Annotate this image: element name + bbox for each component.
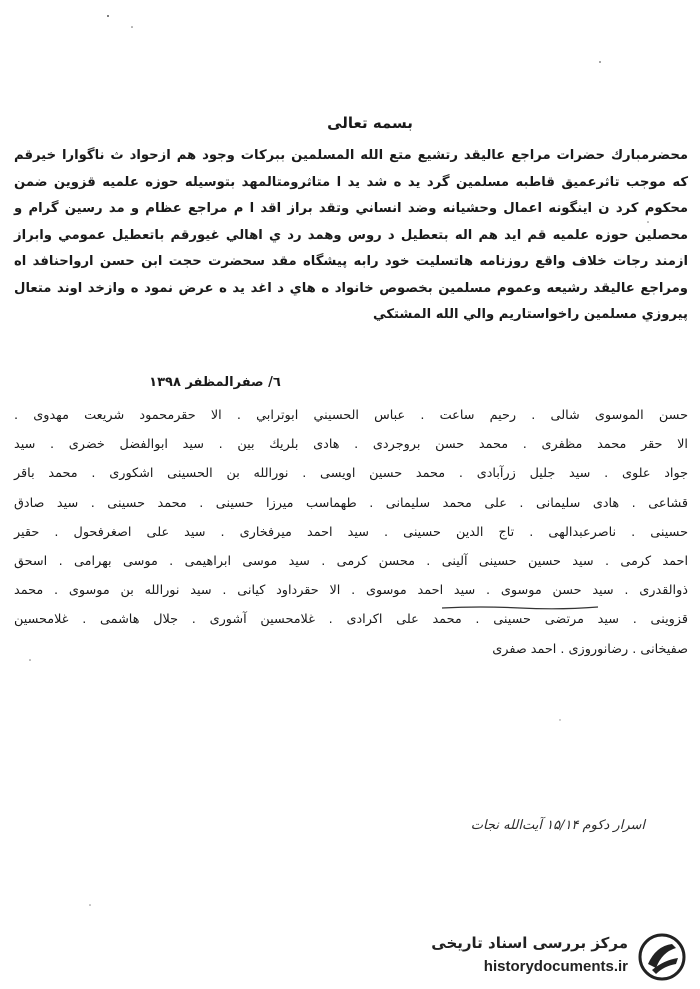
watermark-url: historydocuments.ir (483, 958, 628, 975)
signatory-line: قزوينی . سيد مرتضی حسينی . محمد علی اكرادی . غلامحسين آشوری . جلال هاشمی . غلامحسين (14, 612, 688, 628)
signatory-line: حسن الموسوی شالی . رحيم ساعت . عباس الحسيني ابوترابي . الا حقرمحمود شريعت مهدوی . (14, 408, 688, 423)
handwritten-note: اسرار دکوم ۱۵/۱۴ آیت‌الله نجات (470, 818, 645, 833)
signatory-line: احمد كرمی . سيد حسين حسينی آلينی . محسن كرمی . سيد موسی ابراهيمی . موسی بهرامی . اسحق (14, 553, 688, 569)
watermark-title: مرکز بررسی اسناد تاریخی (431, 934, 628, 952)
signatory-line: قشاعی . هادی سليمانی . علی محمد سليمانی . طهماسب ميرزا حسينی . محمد حسينی . سيد صادق (14, 495, 688, 511)
body-line: محصلين حوزه علميه قم ايد هم اله بتعطيل د روس وهمد رد ي اهالي غيورقم باتعطيل عمومي وابراز (14, 227, 688, 243)
body-line: محكوم كرد ن اينگونه اعمال وحشيانه وضد انساني وتقد براز اقد ا م مراجع عظام و مد رسين گرام و (14, 201, 688, 216)
body-line: كه موجب تاثرعميق قاطبه مسلمين گرد يد ه شد يد ا متاثرومتالمهد بتوسيله حوزه علميه قزوين ضمن (14, 174, 688, 190)
body-line: پيروزي مسلمين راخواستاريم والي الله المشتكي (372, 307, 688, 322)
heading-text: بسمه تعالی (327, 114, 413, 132)
body-line: محضرمبارك حضرات مراجع عاليقد رتشيع متع الله المسلمين ببركات وجود هم ازحواد ث ناگوارا خيرقم (14, 148, 688, 163)
body-line: ازمند رجات خلاف واقع روزنامه هاتسليت خود رابه پيشگاه مقد سحضرت حجت ابن حسن ارواحنافد اه (14, 254, 688, 269)
document-date: ٦/ صفرالمظفر ١٣٩٨ (149, 375, 281, 390)
signatory-line: صفيخانی . رضانوروزی . احمد صفری (492, 641, 688, 657)
signatory-line: جواد علوی . سيد جليل زرآبادی . محمد حسين اويسی . نورالله بن الحسينی اشكوری . محمد باقر (14, 466, 688, 482)
body-line: ومراجع عاليقد رشيعه وعموم مسلمين بخصوص خانواد ه هاي د اغد يد ه عرض نمود ه وازخد اوند متعال (14, 280, 688, 296)
signatory-line: ذوالقدری . سيد حسن موسوی . سيد احمد موسوی . الا حقرداود كيانی . سيد نورالله بن موسوی . محمد (14, 583, 688, 599)
signatory-line: الا حقر محمد مظفری . محمد حسن بروجردی . هادی بلريك بين . سيد ابوالفضل خضری . سيد (14, 437, 688, 453)
signatory-line: حسينی . ناصرعبدالهی . تاج الدين حسينی . سيد احمد ميرفخاری . سيد علی اصغرفحول . حقير (14, 524, 688, 540)
